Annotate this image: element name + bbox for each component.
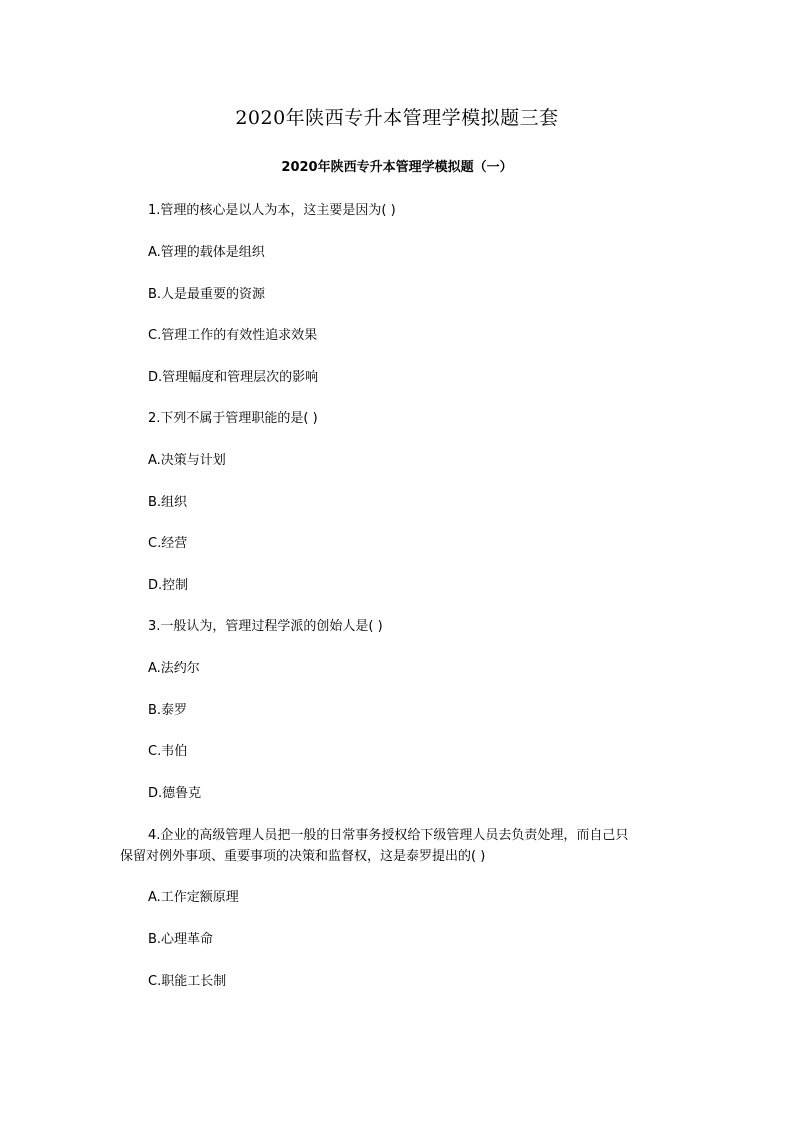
option-2b: B.组织 (148, 495, 188, 510)
section-title: 2020年陕西专升本管理学模拟题（一） (281, 160, 513, 175)
option-3b: B.泰罗 (148, 703, 188, 718)
question-2: 2.下列不属于管理职能的是( ) (148, 411, 318, 426)
option-4a: A.工作定额原理 (148, 890, 239, 905)
option-1b: B.人是最重要的资源 (148, 287, 266, 302)
option-2a: A.决策与计划 (148, 453, 226, 468)
option-3c: C.韦伯 (148, 744, 188, 759)
question-3: 3.一般认为，管理过程学派的创始人是( ) (148, 619, 383, 634)
question-4-line-2: 保留对例外事项、重要事项的决策和监督权，这是泰罗提出的( ) (120, 849, 486, 864)
question-1: 1.管理的核心是以人为本，这主要是因为( ) (148, 203, 396, 218)
option-4b: B.心理革命 (148, 932, 214, 947)
option-1c: C.管理工作的有效性追求效果 (148, 328, 318, 343)
document-title: 2020年陕西专升本管理学模拟题三套 (235, 107, 559, 129)
option-1d: D.管理幅度和管理层次的影响 (148, 370, 319, 385)
option-2d: D.控制 (148, 578, 189, 593)
option-2c: C.经营 (148, 536, 188, 551)
option-4c: C.职能工长制 (148, 974, 227, 989)
option-1a: A.管理的载体是组织 (148, 245, 265, 260)
question-4-line-1: 4.企业的高级管理人员把一般的日常事务授权给下级管理人员去负责处理，而自己只 (148, 828, 629, 843)
option-3d: D.德鲁克 (148, 786, 202, 801)
option-3a: A.法约尔 (148, 661, 200, 676)
